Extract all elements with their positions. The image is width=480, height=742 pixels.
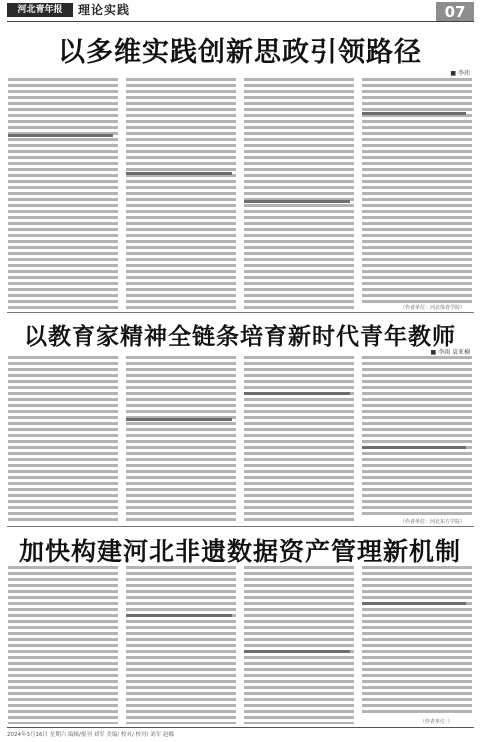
article-1-column-1 <box>8 78 118 310</box>
article-1-headline: 以多维实践创新思政引领路径 <box>58 37 422 68</box>
article-2-column-3 <box>244 356 354 524</box>
article-3-column-1 <box>8 566 118 724</box>
page-number: 07 <box>436 2 474 22</box>
article-3-credit: （作者单位：） <box>420 719 453 725</box>
article-2-column-1 <box>8 356 118 524</box>
article-3-column-4 <box>362 566 472 716</box>
article-1-subhead <box>362 112 466 115</box>
article-1-column-2 <box>126 78 236 310</box>
page-footer: 2024年3月16日 星期六 编辑/报刊 刘军 美编/ 校对/ 校对/ 刘军 赵娜 <box>7 732 174 738</box>
article-2-column-4 <box>362 356 472 516</box>
article-2-headline: 以教育家精神全链条培育新时代青年教师 <box>24 323 456 350</box>
article-1-subhead <box>244 200 350 203</box>
article-3-column-2 <box>126 566 236 724</box>
section-title: 理论实践 <box>78 3 131 17</box>
article-1-credit: （作者单位：河北体育学院） <box>400 305 466 311</box>
article-2-subhead <box>362 446 466 449</box>
article-2-byline: ■ 李雨 袁亚楠 <box>430 349 470 356</box>
article-1-subhead <box>126 172 232 175</box>
article-3-subhead <box>362 602 466 605</box>
header-rule <box>7 21 474 22</box>
article-3-column-3 <box>244 566 354 724</box>
article-2-column-2 <box>126 356 236 524</box>
article-1-byline: ■ 李玮 <box>450 70 470 77</box>
article-3-subhead <box>126 614 232 617</box>
article-2-credit: （作者单位：河北东方学院） <box>400 519 466 525</box>
article-divider <box>7 526 474 527</box>
article-3-headline: 加快构建河北非遗数据资产管理新机制 <box>18 537 461 566</box>
article-2-subhead <box>244 392 350 395</box>
article-3-subhead <box>244 650 350 653</box>
masthead-logo: 河北青年报 <box>7 3 73 17</box>
article-1-column-3 <box>244 78 354 310</box>
article-divider <box>7 312 474 313</box>
footer-rule <box>7 727 474 728</box>
article-2-subhead <box>126 418 232 421</box>
article-1-subhead <box>8 134 113 137</box>
